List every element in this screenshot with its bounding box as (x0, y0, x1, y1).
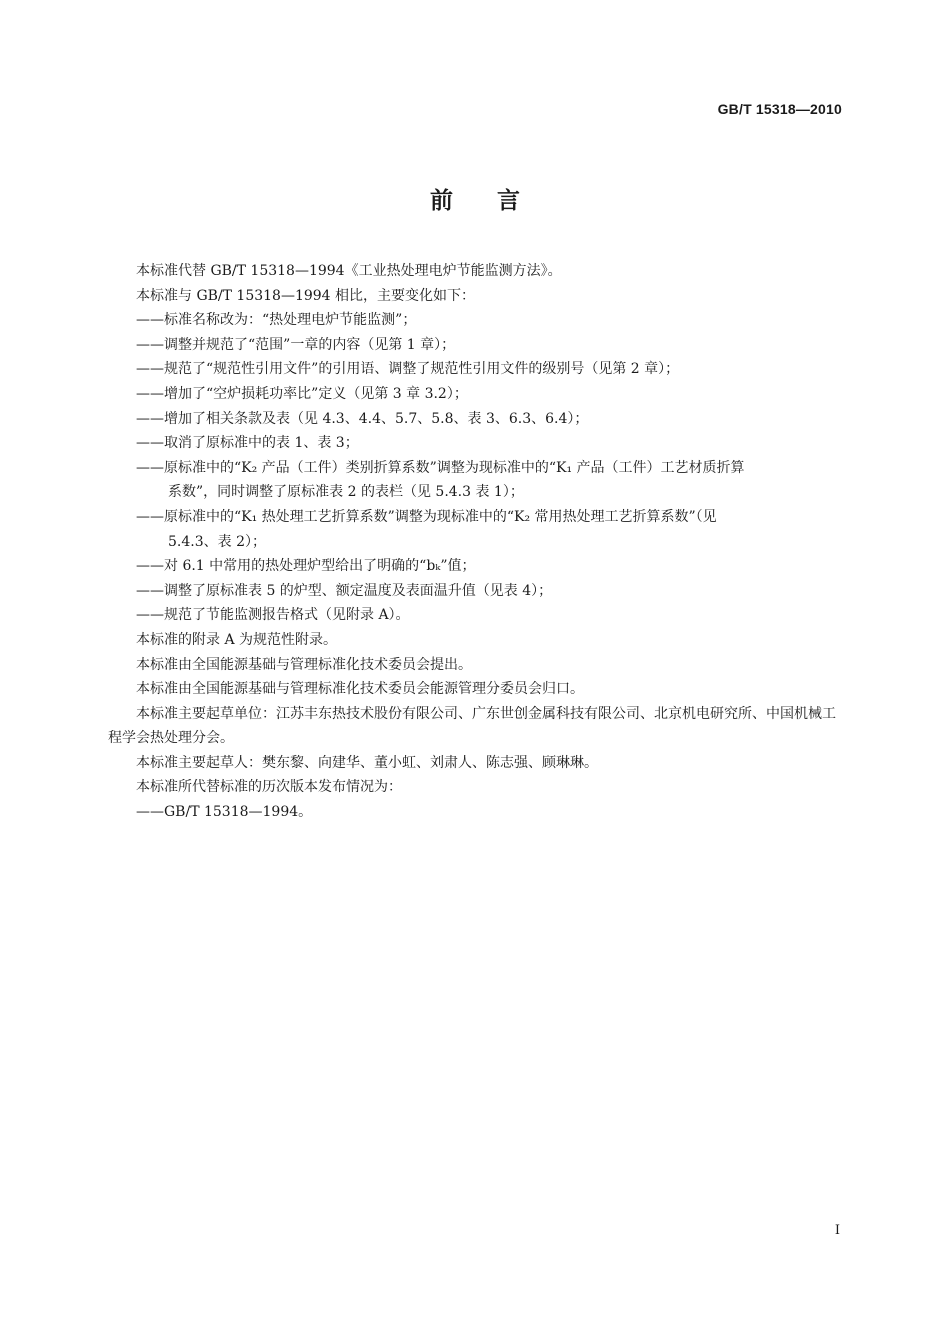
foreword-body (108, 259, 843, 825)
change-item: ——增加了“空炉损耗功率比”定义（见第 3 章 3.2）； (136, 385, 468, 402)
change-item: ——调整并规范了“范围”一章的内容（见第 1 章）； (136, 336, 456, 353)
change-item: ——标准名称改为：“热处理电炉节能监测”； (136, 312, 417, 329)
change-item-continuation: 5.4.3、表 2）； (168, 533, 266, 550)
page-title: 前言 (430, 188, 564, 214)
change-item: ——对 6.1 中常用的热处理炉型给出了明确的“bₖ”值； (136, 558, 476, 575)
paragraph-proposer: 本标准由全国能源基础与管理标准化技术委员会提出。 (136, 656, 472, 673)
history-item: ——GB/T 15318—1994。 (136, 804, 313, 821)
change-item: ——取消了原标准中的表 1、表 3； (136, 435, 359, 452)
change-item: ——原标准中的“K₁ 热处理工艺折算系数”调整为现标准中的“K₂ 常用热处理工艺折算系数”（见 (136, 508, 717, 525)
change-item: ——增加了相关条款及表（见 4.3、4.4、5.7、5.8、表 3、6.3、6.4）； (136, 410, 589, 427)
paragraph-changes-intro: 本标准与 GB/T 15318—1994 相比，主要变化如下： (136, 287, 476, 304)
change-item: ——规范了节能监测报告格式（见附录 A）。 (136, 607, 410, 624)
change-item-continuation: 系数”，同时调整了原标准表 2 的表栏（见 5.4.3 表 1）； (168, 484, 524, 501)
paragraph-drafters: 本标准主要起草人：樊东黎、向建华、董小虹、刘肃人、陈志强、顾琳琳。 (136, 754, 598, 771)
paragraph-drafting-units: 本标准主要起草单位：江苏丰东热技术股份有限公司、广东世创金属科技有限公司、北京机电研究所、中国机械工程学会热处理分会。 (108, 705, 836, 747)
paragraph-administrator: 本标准由全国能源基础与管理标准化技术委员会能源管理分委员会归口。 (136, 681, 584, 698)
change-item: ——调整了原标准表 5 的炉型、额定温度及表面温升值（见表 4）； (136, 582, 553, 599)
paragraph-replaces: 本标准代替 GB/T 15318—1994《工业热处理电炉节能监测方法》。 (136, 263, 562, 279)
page-number: I (834, 1223, 840, 1238)
change-item: ——规范了“规范性引用文件”的引用语、调整了规范性引用文件的级别号（见第 2 章）； (136, 361, 680, 378)
paragraph-annex: 本标准的附录 A 为规范性附录。 (136, 631, 338, 648)
change-item: ——原标准中的“K₂ 产品（工件）类别折算系数”调整为现标准中的“K₁ 产品（工件）工艺材质折算 (136, 459, 745, 476)
standard-number: GB/T 15318—2010 (717, 101, 842, 117)
paragraph-history-intro: 本标准所代替标准的历次版本发布情况为： (136, 779, 402, 796)
